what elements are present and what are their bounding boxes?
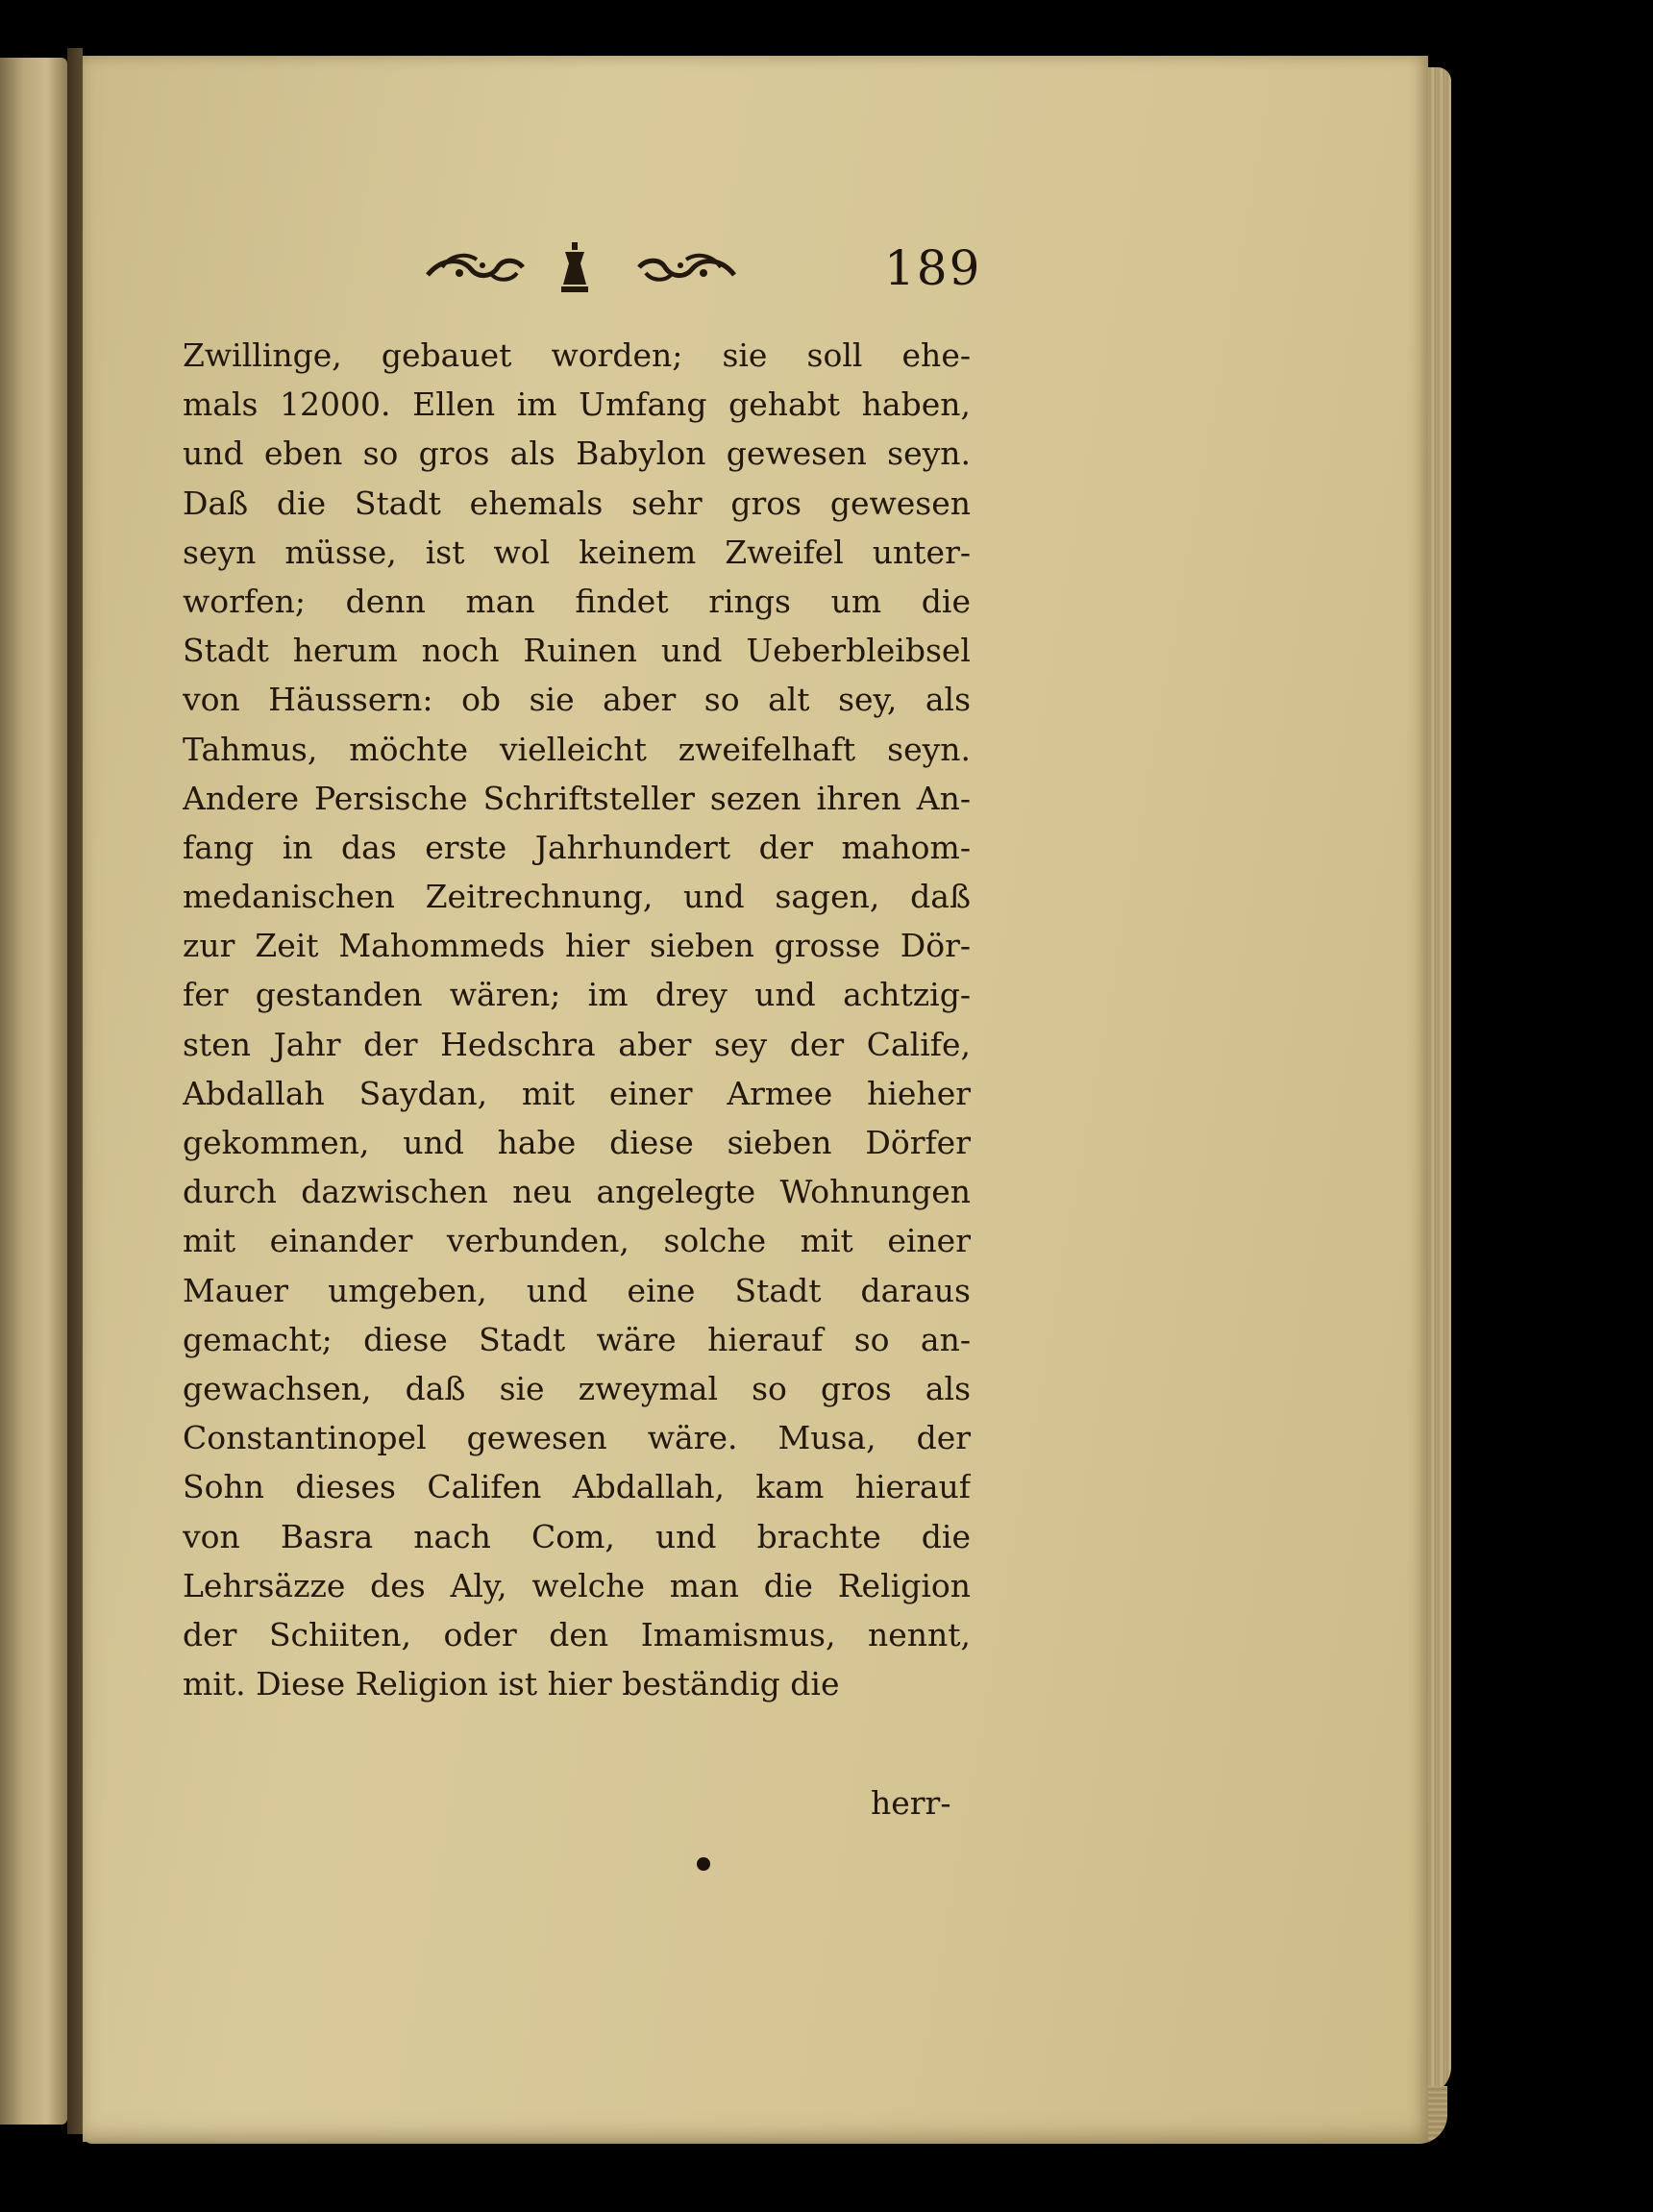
body-text [183,331,971,1708]
text-line: worfen; denn man findet rings um die [183,582,971,620]
text-line: Mauer umgeben, und eine Stadt daraus [183,1271,971,1309]
swirl-ornament-icon [423,238,529,296]
text-line: Andere Persische Schriftsteller sezen ihren An- [183,779,971,817]
text-line: Daß die Stadt ehemals sehr gros gewesen [183,484,971,522]
text-line: gewachsen, daß sie zweymal so gros als [183,1369,971,1407]
text-line: Sohn dieses Califen Abdallah, kam hierauf [183,1468,971,1506]
urn-ornament-icon [555,238,594,296]
text-line: von Häussern: ob sie aber so alt sey, als [183,681,971,719]
text-line: fer gestanden wären; im drey und achtzig- [183,976,971,1014]
text-line: durch dazwischen neu angelegte Wohnungen [183,1173,971,1211]
text-line: fang in das erste Jahrhundert der mahom- [183,828,971,866]
text-line: Lehrsäzze des Aly, welche man die Religion [183,1566,971,1604]
text-line: mit. Diese Religion ist hier beständig die [183,1665,840,1703]
page-number: 189 [884,240,982,296]
text-line: gemacht; diese Stadt wäre hierauf so an- [183,1320,971,1358]
text-line: Abdallah Saydan, mit einer Armee hieher [183,1074,971,1112]
text-line: der Schiiten, oder den Imamismus, nennt, [183,1615,971,1653]
text-line: mals 12000. Ellen im Umfang gehabt haben, [183,385,971,424]
text-line: von Basra nach Com, und brachte die [183,1517,971,1555]
catchword: herr- [871,1784,951,1822]
text-line: Stadt herum noch Ruinen und Ueberbleibsel [183,632,971,670]
text-line: und eben so gros als Babylon gewesen seyn. [183,435,971,473]
book-gutter [67,48,83,2134]
text-line: zur Zeit Mahommeds hier sieben grosse Dör- [183,927,971,965]
text-line: seyn müsse, ist wol keinem Zweifel unter- [183,533,971,571]
page-header [423,238,980,315]
text-line: sten Jahr der Hedschra aber sey der Calife, [183,1025,971,1063]
text-line: mit einander verbunden, solche mit einer [183,1222,971,1260]
text-line: Tahmus, möchte vielleicht zweifelhaft seyn. [183,730,971,768]
ink-dot [697,1857,710,1871]
text-line: Constantinopel gewesen wäre. Musa, der [183,1419,971,1457]
previous-page-edge [0,58,67,2125]
text-line: gekommen, und habe diese sieben Dörfer [183,1124,971,1161]
text-line: medanischen Zeitrechnung, und sagen, daß [183,878,971,916]
swirl-ornament-icon [634,238,740,296]
text-line: Zwillinge, gebauet worden; sie soll ehe- [183,336,971,374]
